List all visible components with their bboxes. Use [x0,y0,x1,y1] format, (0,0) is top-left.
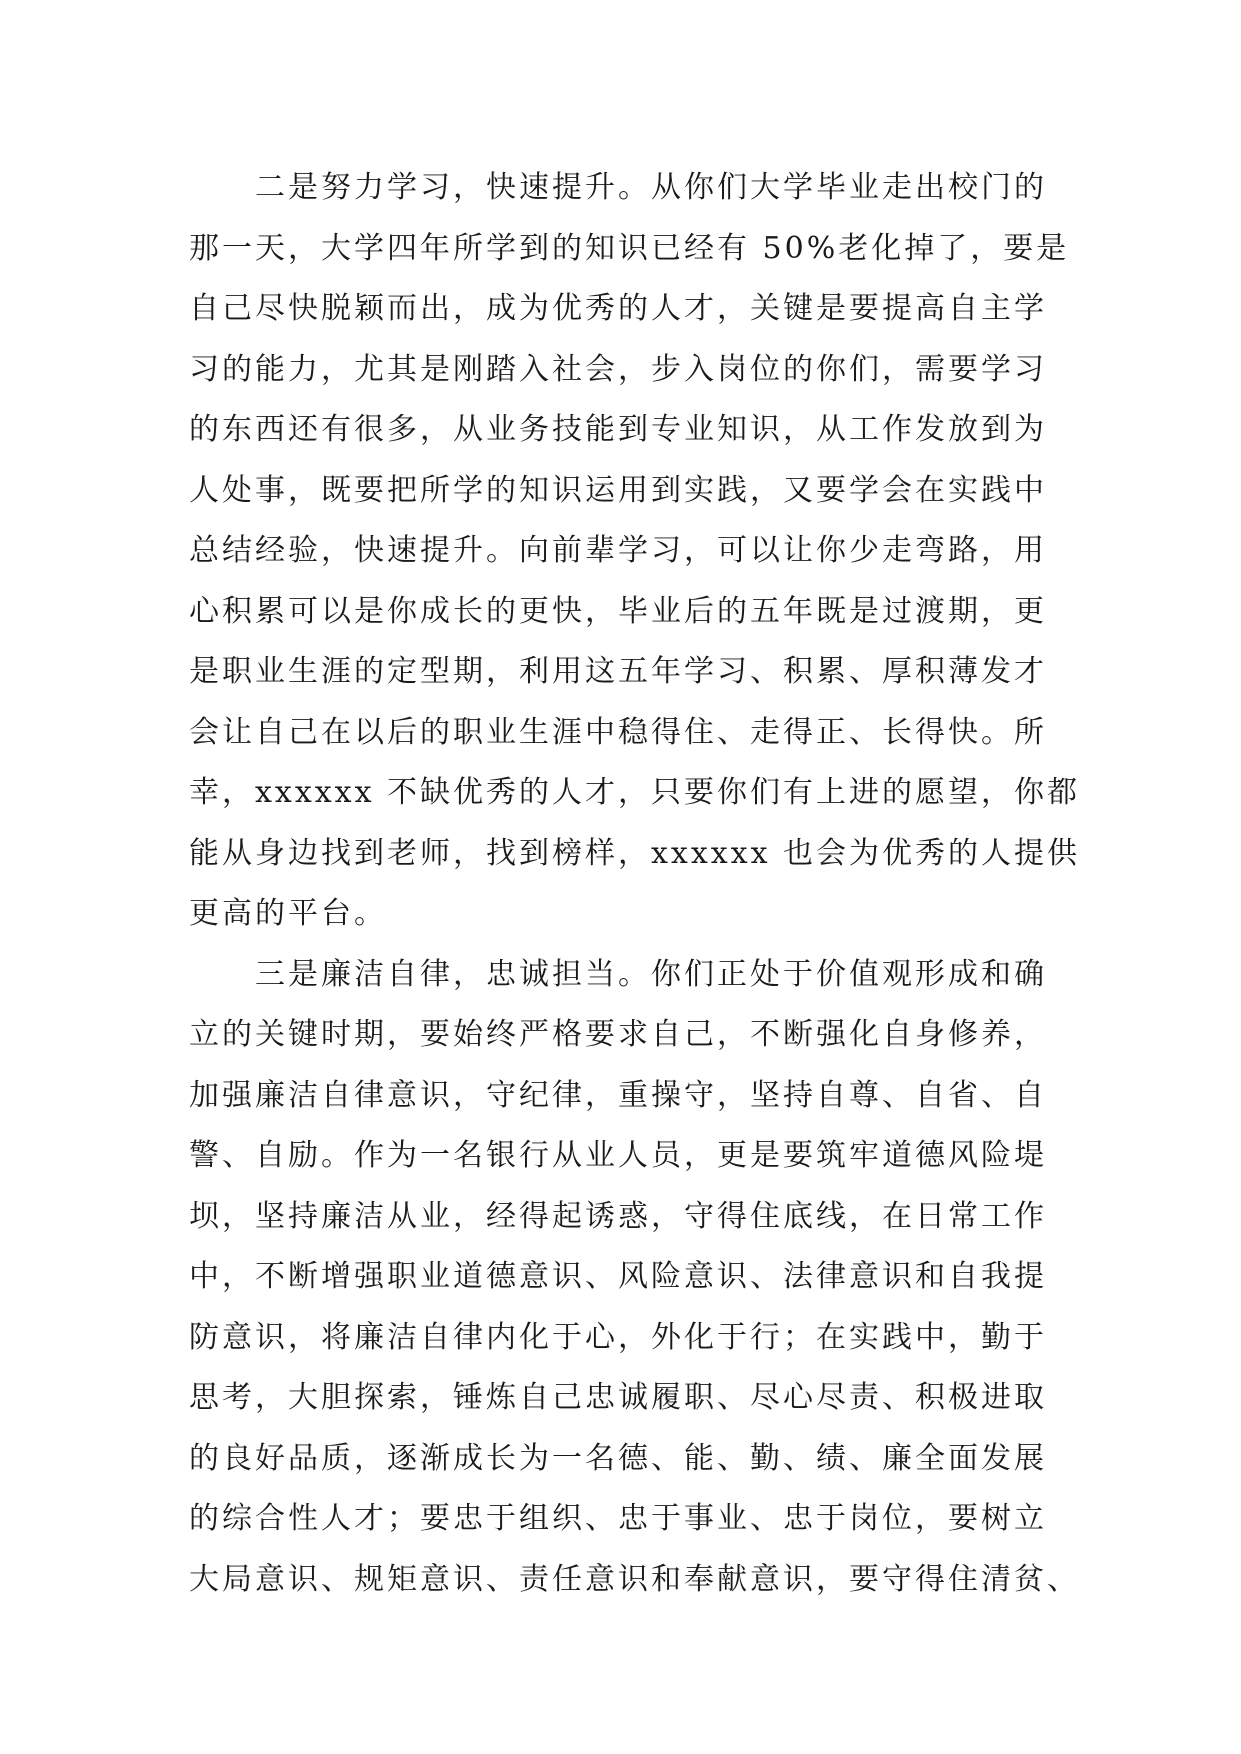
text-line: 二是努力学习，快速提升。从你们大学毕业走出校门的 [255,170,1047,205]
text-line: 的良好品质，逐渐成长为一名德、能、勤、绩、廉全面发展 [189,1440,1047,1476]
text-line: 心积累可以是你成长的更快，毕业后的五年既是过渡期，更 [189,593,1047,629]
text-line: 的综合性人才；要忠于组织、忠于事业、忠于岗位，要树立 [189,1501,1047,1536]
text-line: 会让自己在以后的职业生涯中稳得住、走得正、长得快。所 [189,714,1047,750]
text-line: 的东西还有很多，从业务技能到专业知识，从工作发放到为 [189,412,1047,447]
text-line: 能从身边找到老师，找到榜样，xxxxxx 也会为优秀的人提供 [189,835,1081,871]
paragraph-integrity [189,945,1080,1611]
text-line: 是职业生涯的定型期，利用这五年学习、积累、厚积薄发才 [189,654,1047,689]
text-line: 幸，xxxxxx 不缺优秀的人才，只要你们有上进的愿望，你都 [189,775,1081,810]
text-line: 中，不断增强职业道德意识、风险意识、法律意识和自我提 [189,1259,1047,1294]
text-line: 加强廉洁自律意识，守纪律，重操守，坚持自尊、自省、自 [189,1077,1047,1113]
text-line: 思考，大胆探索，锤炼自己忠诚履职、尽心尽责、积极进取 [189,1380,1047,1415]
text-line: 大局意识、规矩意识、责任意识和奉献意识，要守得住清贫、 [189,1561,1080,1597]
document-body [189,158,1081,1610]
text-line: 自己尽快脱颖而出，成为优秀的人才，关键是要提高自主学 [189,291,1047,326]
text-line: 更高的平台。 [189,896,387,931]
paragraph-study [189,158,1081,945]
text-line: 人处事，既要把所学的知识运用到实践，又要学会在实践中 [189,472,1047,508]
text-line: 警、自励。作为一名银行从业人员，更是要筑牢道德风险堤 [189,1138,1047,1173]
text-line: 那一天，大学四年所学到的知识已经有 50%老化掉了，要是 [189,230,1070,266]
text-line: 防意识，将廉洁自律内化于心，外化于行；在实践中，勤于 [189,1319,1047,1355]
text-line: 三是廉洁自律，忠诚担当。你们正处于价值观形成和确 [255,956,1047,992]
text-line: 坝，坚持廉洁从业，经得起诱惑，守得住底线，在日常工作 [189,1198,1047,1234]
text-line: 总结经验，快速提升。向前辈学习，可以让你少走弯路，用 [189,533,1047,568]
text-line: 立的关键时期，要始终严格要求自己，不断强化自身修养， [189,1017,1047,1052]
text-line: 习的能力，尤其是刚踏入社会，步入岗位的你们，需要学习 [189,351,1047,387]
